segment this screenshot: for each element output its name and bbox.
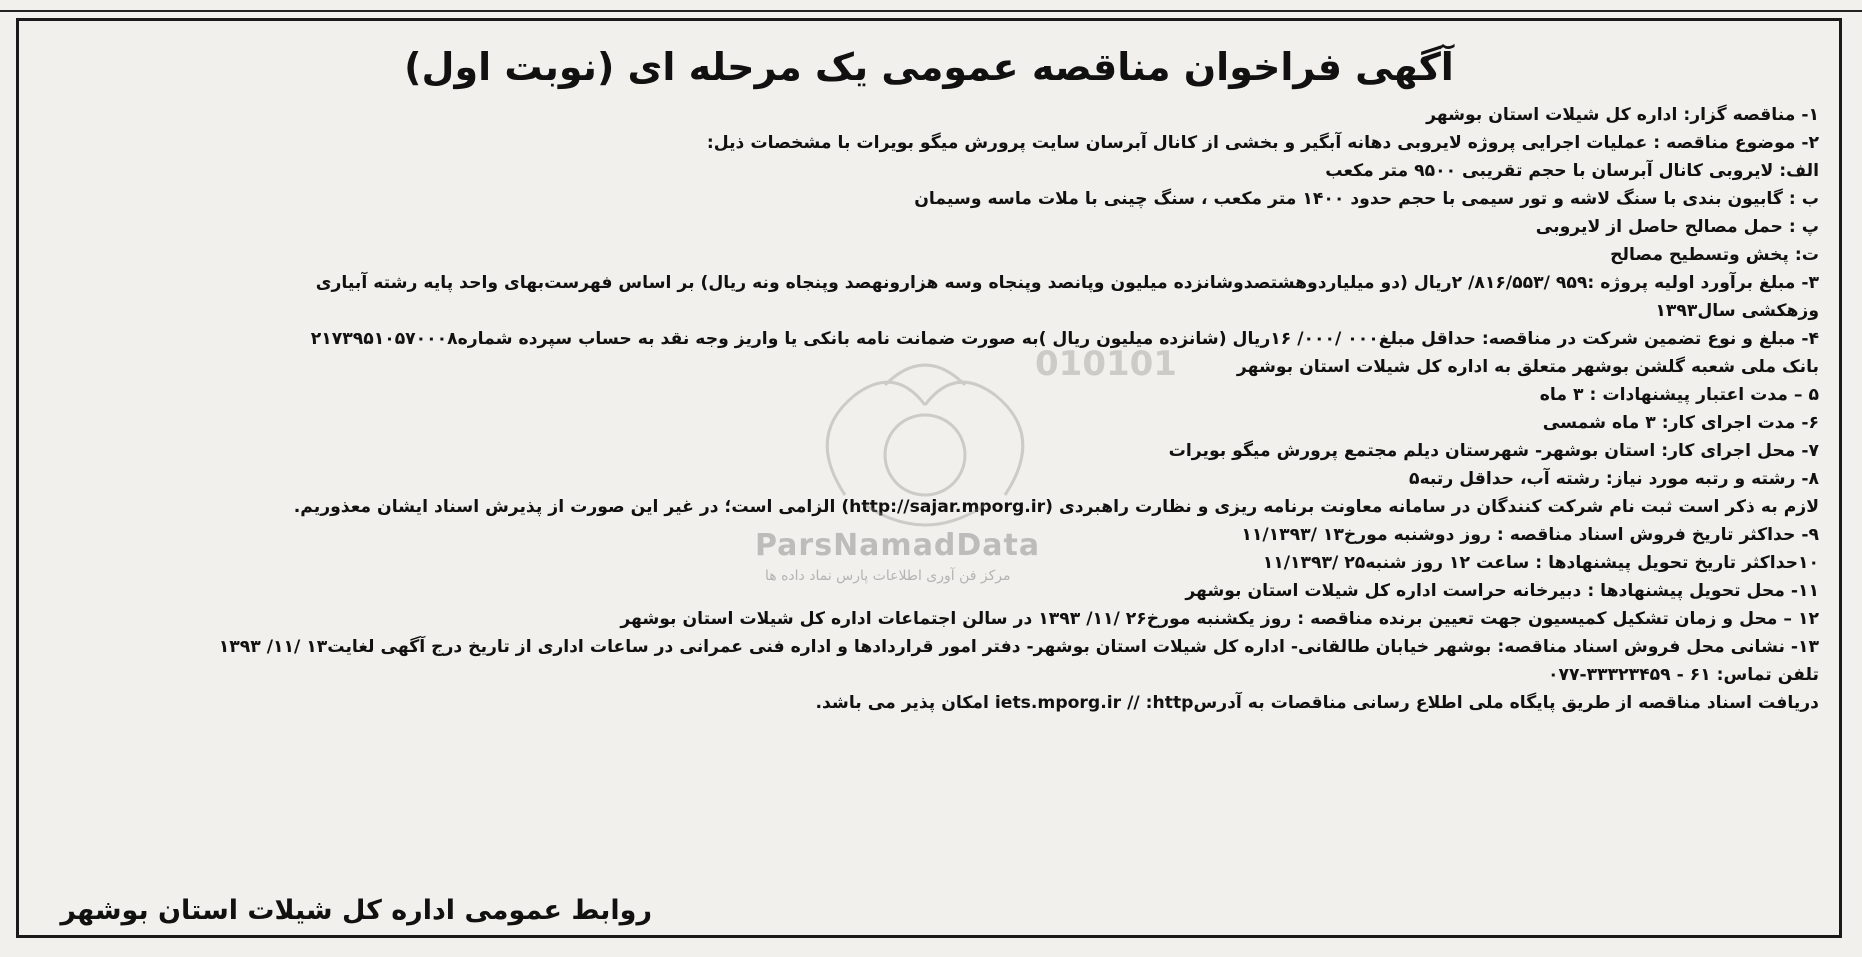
line-phone: تلفن تماس: ۶۱ - ۳۳۳۲۳۴۵۹-۰۷۷ — [1548, 665, 1819, 685]
line-4-cont: بانک ملی شعبه گلشن بوشهر متعلق به اداره کل شیلات استان بوشهر — [1236, 357, 1819, 377]
line-2b: ب : گابیون بندی با سنگ لاشه و تور سیمی با حجم حدود ۱۴۰۰ متر مکعب ، سنگ چینی با ملات ماسه وسیمان — [914, 189, 1819, 209]
line-7: ۷- محل اجرای کار: استان بوشهر- شهرستان دیلم مجتمع پرورش میگو بویرات — [1168, 441, 1819, 461]
line-11: ۱۱- محل تحویل پیشنهادها : دبیرخانه حراست اداره کل شیلات استان بوشهر — [1185, 581, 1819, 601]
watermark-digits: 010101 — [1035, 344, 1177, 384]
top-border-line — [0, 0, 1862, 12]
line-2a: الف: لایروبی کانال آبرسان با حجم تقریبی ۹۵۰۰ متر مکعب — [1325, 161, 1819, 181]
line-10: ۱۰حداکثر تاریخ تحویل پیشنهادها : ساعت ۱۲ روز شنبه۲۵ /۱۱/۱۳۹۳ — [1262, 553, 1819, 573]
line-13: ۱۳- نشانی محل فروش اسناد مناقصه: بوشهر خیابان طالقانی- اداره کل شیلات استان بوشهر- دفتر امور قراردادها و اداره فنی عمرانی در ساعات اداری از تاریخ درج آگهی لغایت۱۳ /۱۱/ ۱۳۹۳ — [218, 637, 1819, 657]
watermark-brand: ParsNamadData — [755, 528, 1041, 563]
line-2: ۲- موضوع مناقصه : عملیات اجرایی پروژه لایروبی دهانه آبگیر و بخشی از کانال آبرسان سایت پرورش میگو بویرات با مشخصات ذیل: — [706, 133, 1819, 153]
notice-title: آگهی فراخوان مناقصه عمومی یک مرحله ای (نوبت اول) — [404, 45, 1454, 89]
line-registration-note: لازم به ذکر است ثبت نام شرکت کنندگان در سامانه معاونت برنامه ریزی و نظارت راهبردی (http://sajar.mporg.ir) الزامی است؛ در غیر این صورت از پذیرش اسناد ایشان معذوریم. — [293, 497, 1819, 517]
line-2c: پ : حمل مصالح حاصل از لایروبی — [1535, 217, 1819, 237]
notice-frame — [16, 18, 1842, 938]
line-12: ۱۲ – محل و زمان تشکیل کمیسیون جهت تعیین برنده مناقصه : روز یکشنبه مورخ۲۶ /۱۱/ ۱۳۹۳ در سالن اجتماعات اداره کل شیلات استان بوشهر — [620, 609, 1819, 629]
line-download-note: دریافت اسناد مناقصه از طریق پایگاه ملی اطلاع رسانی مناقصات به آدرسiets.mporg.ir // :http امکان پذیر می باشد. — [815, 693, 1819, 713]
line-9: ۹- حداکثر تاریخ فروش اسناد مناقصه : روز دوشنبه مورخ۱۳ /۱۱/۱۳۹۳ — [1241, 525, 1819, 545]
line-8: ۸- رشته و رتبه مورد نیاز: رشته آب، حداقل رتبه۵ — [1408, 469, 1819, 489]
line-3: ۳- مبلغ برآورد اولیه پروژه :۹۵۹ /۸۱۶/۵۵۳/ ۲ریال (دو میلیاردوهشتصدوشانزده میلیون وپانصد وپنجاه وسه هزارونهصد وپنجاه ونه ریال) بر اساس فهرست‌بهای واحد پایه رشته آبیاری — [315, 273, 1819, 293]
line-3-cont: وزهکشی سال۱۳۹۳ — [1655, 301, 1819, 321]
line-1: ۱- مناقصه گزار: اداره کل شیلات استان بوشهر — [1426, 105, 1819, 125]
line-2d: ت: پخش وتسطیح مصالح — [1610, 245, 1819, 265]
line-6: ۶- مدت اجرای کار: ۳ ماه شمسی — [1542, 413, 1819, 433]
footer-signature: روابط عمومی اداره کل شیلات استان بوشهر — [60, 895, 652, 926]
line-4: ۴- مبلغ و نوع تضمین شرکت در مناقصه: حداقل مبلغ۰۰۰ /۰۰۰/ ۱۶ریال (شانزده میلیون ریال )به صورت ضمانت نامه بانکی یا واریز وجه نقد به حساب سپرده شماره۲۱۷۳۹۵۱۰۵۷۰۰۰۸ — [310, 329, 1819, 349]
line-5: ۵ – مدت اعتبار پیشنهادات : ۳ ماه — [1539, 385, 1819, 405]
notice-body — [39, 101, 1819, 717]
watermark-subtitle: مرکز فن آوری اطلاعات پارس نماد داده ها — [765, 568, 1011, 584]
